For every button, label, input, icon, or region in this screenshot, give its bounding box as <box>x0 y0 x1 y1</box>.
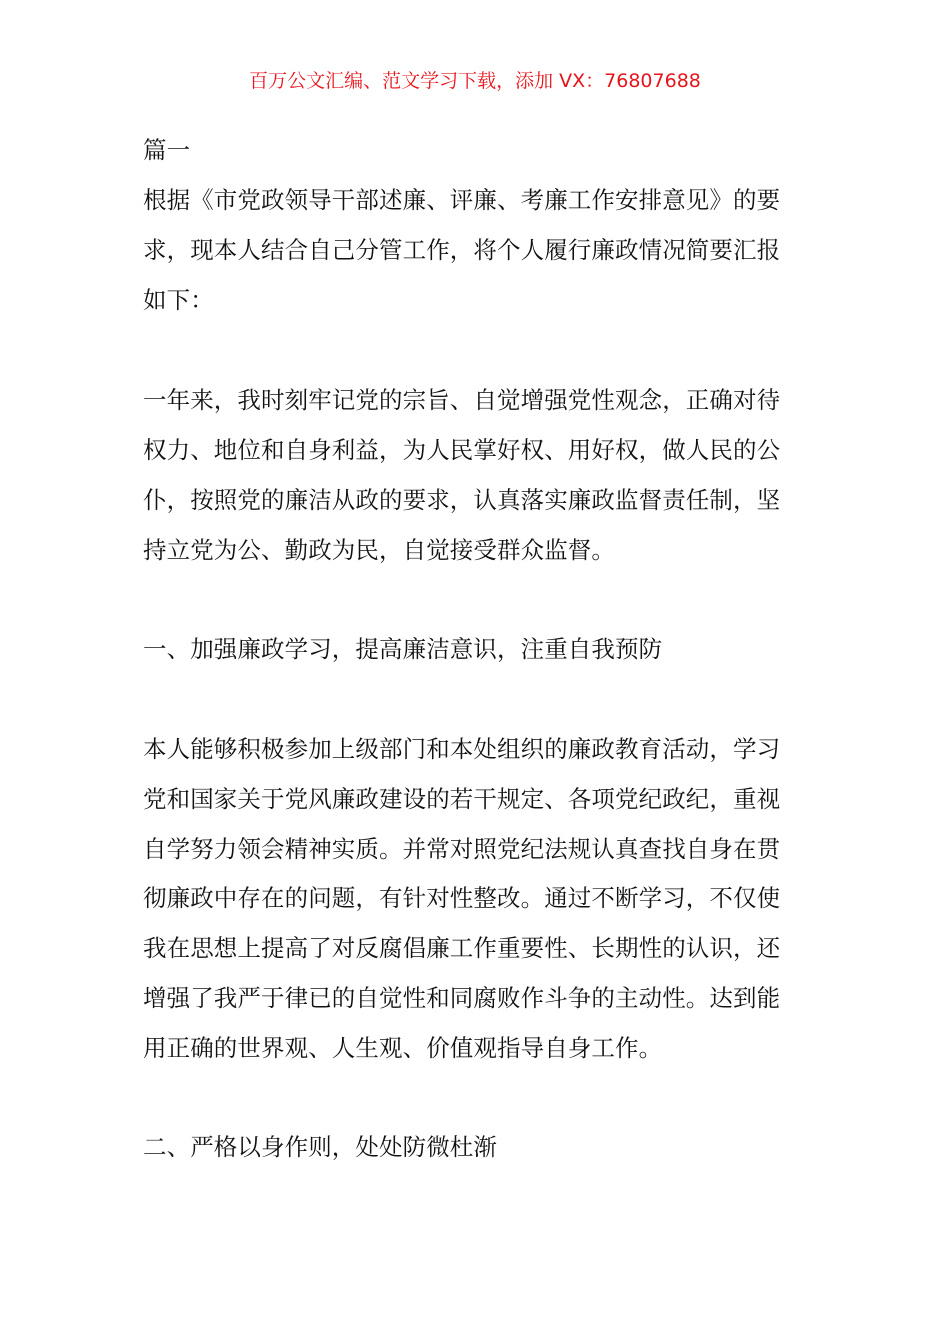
paragraph-line: 根据《市党政领导干部述廉、评廉、考廉工作安排意见》的要 <box>143 186 781 214</box>
paragraph-line: 自学努力领会精神实质。并常对照党纪法规认真查找自身在贯 <box>143 835 781 863</box>
paragraph-line: 我在思想上提高了对反腐倡廉工作重要性、长期性的认识，还 <box>143 934 781 962</box>
paragraph-line: 权力、地位和自身利益，为人民掌好权、用好权，做人民的公 <box>143 436 781 464</box>
paragraph-line: 彻廉政中存在的问题，有针对性整改。通过不断学习，不仅使 <box>143 884 781 912</box>
paragraph-line: 如下： <box>143 286 214 314</box>
section-title: 篇一 <box>143 136 191 164</box>
paragraph-line: 增强了我严于律已的自觉性和同腐败作斗争的主动性。达到能 <box>143 984 781 1012</box>
paragraph-line: 本人能够积极参加上级部门和本处组织的廉政教育活动，学习 <box>143 735 781 763</box>
subheading-1: 一、加强廉政学习，提高廉洁意识，注重自我预防 <box>143 635 663 663</box>
paragraph-line: 求，现本人结合自己分管工作，将个人履行廉政情况简要汇报 <box>143 236 781 264</box>
paragraph-line: 党和国家关于党风廉政建设的若干规定、各项党纪政纪，重视 <box>143 785 781 813</box>
paragraph-line: 持立党为公、勤政为民，自觉接受群众监督。 <box>143 536 615 564</box>
watermark-header: 百万公文汇编、范文学习下载，添加 VX：76807688 <box>249 70 701 92</box>
paragraph-line: 用正确的世界观、人生观、价值观指导自身工作。 <box>143 1034 663 1062</box>
subheading-2: 二、严格以身作则，处处防微杜渐 <box>143 1133 497 1161</box>
paragraph-line: 仆，按照党的廉洁从政的要求，认真落实廉政监督责任制，坚 <box>143 486 781 514</box>
paragraph-line: 一年来，我时刻牢记党的宗旨、自觉增强党性观念，正确对待 <box>143 386 781 414</box>
